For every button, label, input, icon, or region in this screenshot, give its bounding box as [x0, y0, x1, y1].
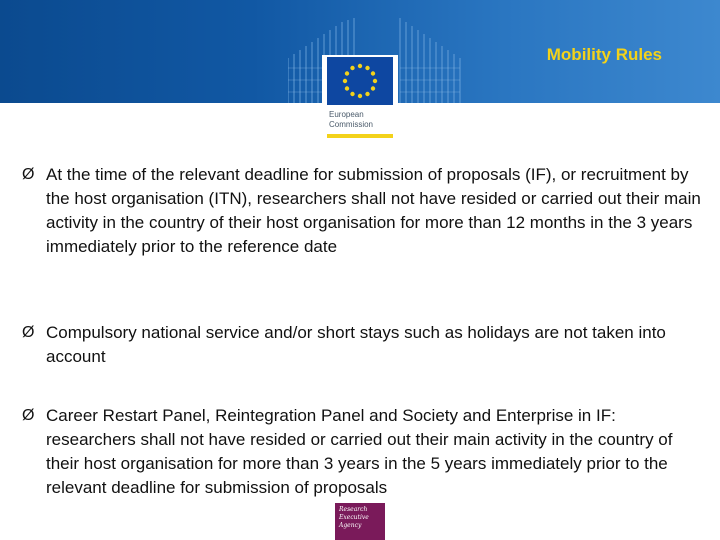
- arrow-bullet-icon: Ø: [22, 324, 35, 341]
- eu-flag: [327, 57, 393, 105]
- agency-line-3: Agency: [339, 522, 362, 529]
- bullet-item: [22, 163, 702, 259]
- bullet-item: [22, 404, 702, 500]
- arrow-bullet-icon: Ø: [22, 166, 35, 183]
- slide-title: Mobility Rules: [546, 45, 662, 64]
- bullet-text: Career Restart Panel, Reintegration Panel and Society and Enterprise in IF: researchers shall not have resided or carried out their main activity in the country of their host organisation for more than 3 years in the 5 years immediately prior to the relevant deadline for submission of proposals: [46, 406, 673, 497]
- bullet-item: [22, 321, 702, 369]
- arrow-bullet-icon: Ø: [22, 407, 35, 424]
- bullet-text: At the time of the relevant deadline for submission of proposals (IF), or recruitment by the host organisation (ITN), researchers shall not have resided or carried out their main activity in the country of their host organisation for more than 12 months in the 3 years immediately prior to the reference date: [46, 165, 701, 256]
- agency-line-1: Research: [339, 506, 368, 513]
- commission-line-2: Commission: [329, 120, 374, 129]
- european-commission-logo: [322, 55, 398, 141]
- commission-line-1: European: [329, 110, 364, 119]
- agency-wordmark: [339, 506, 383, 530]
- logo-accent-bar: [327, 134, 393, 138]
- bullet-text: Compulsory national service and/or short stays such as holidays are not taken into account: [46, 323, 666, 366]
- eu-stars-icon: [327, 57, 393, 105]
- research-executive-agency-logo: [335, 503, 385, 540]
- commission-wordmark: [329, 110, 373, 130]
- agency-line-2: Executive: [339, 514, 369, 521]
